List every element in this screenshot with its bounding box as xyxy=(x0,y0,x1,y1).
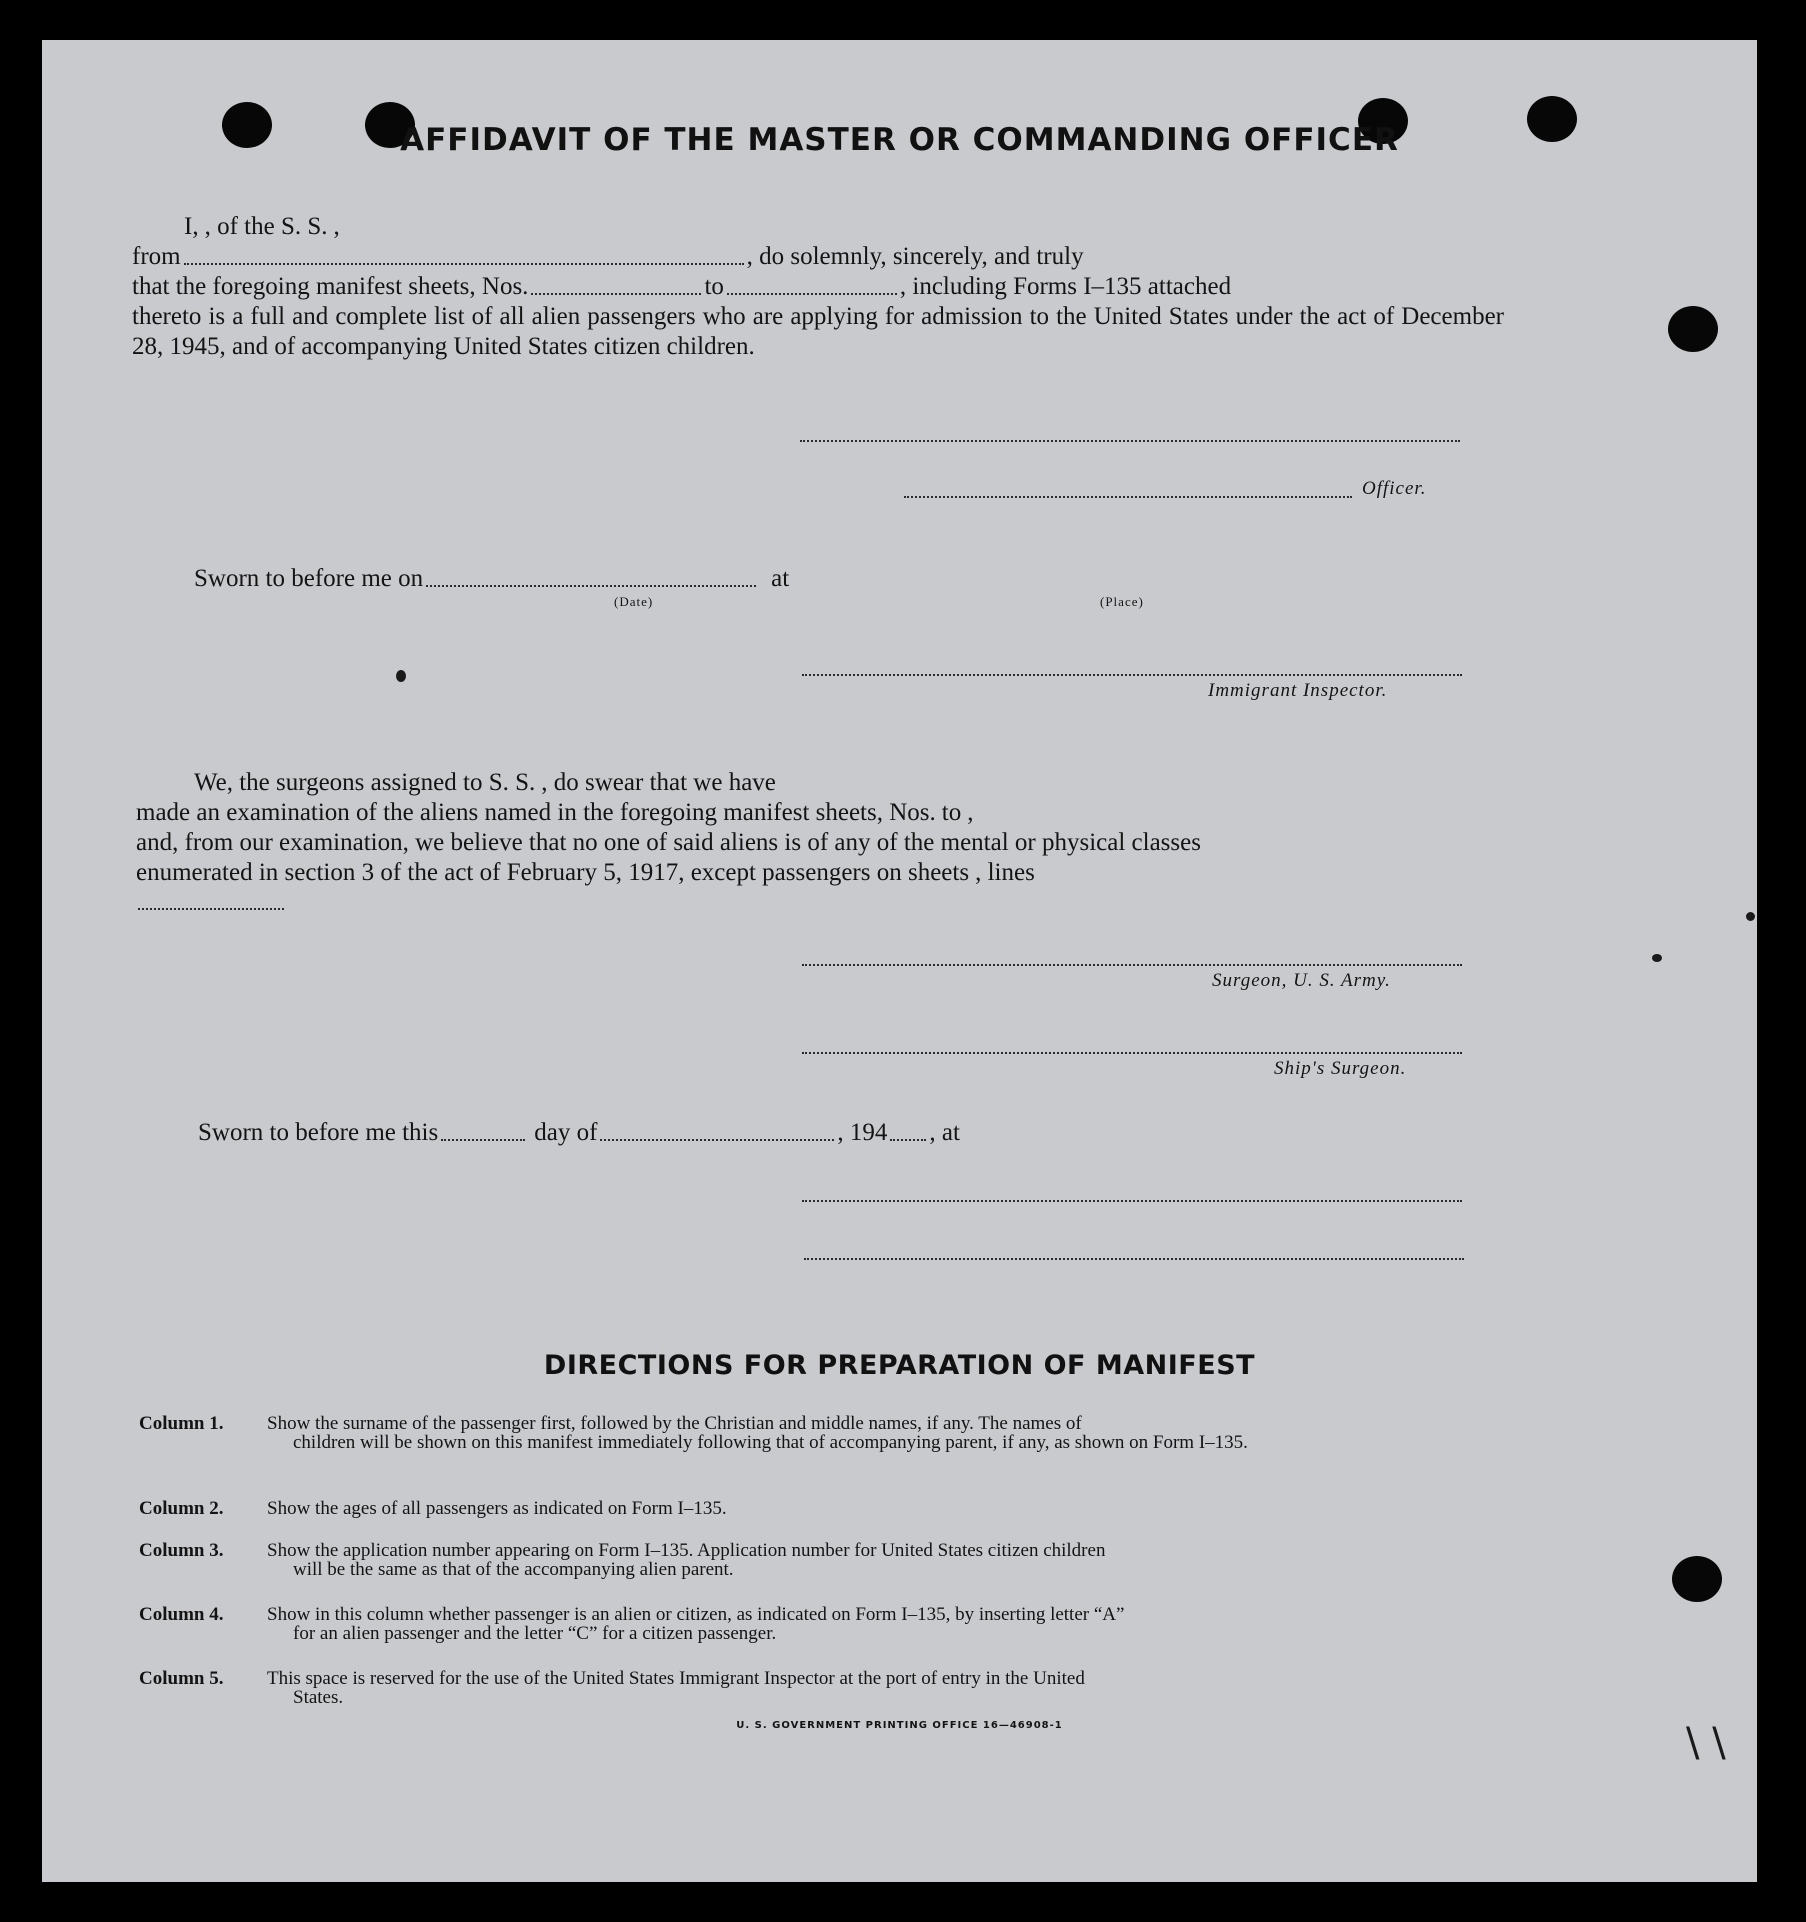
affidavit-line-2: from , do solemnly, sincerely, and truly xyxy=(132,243,1084,270)
direction-column-2: Column 2. Show the ages of all passengers as indicated on Form I–135. xyxy=(139,1498,727,1519)
punch-hole xyxy=(1668,306,1718,352)
place-caption: (Place) xyxy=(1100,594,1144,609)
officer-label: Officer. xyxy=(1362,478,1427,499)
direction-column-1: Column 1. Show the surname of the passenger first, followed by the Christian and middle names, if any. The names of children will be shown on this manifest immediately following that of accompanying parent, if any, as shown on Form I–135. xyxy=(139,1413,1248,1453)
direction-column-3: Column 3. Show the application number appearing on Form I–135. Application number for United States citizen children will be the same as that of the accompanying alien parent. xyxy=(139,1540,1106,1580)
from-port-field[interactable] xyxy=(184,263,744,265)
sworn-line-surgeons: Sworn to before me this day of , 194 , at xyxy=(198,1119,960,1146)
direction-column-5: Column 5. This space is reserved for the use of the United States Immigrant Inspector at the port of entry in the United States. xyxy=(139,1668,1085,1708)
ink-speck xyxy=(1746,912,1755,921)
margin-handwritten-mark: \ \ xyxy=(1686,1720,1726,1766)
affidavit-body: thereto is a full and complete list of all alien passengers who are applying for admission to the United States under the act of December 28, 1945, and of accompanying United States citizen children. xyxy=(132,303,1504,360)
directions-title: DIRECTIONS FOR PREPARATION OF MANIFEST xyxy=(543,1350,1256,1381)
date-caption: (Date) xyxy=(614,594,654,609)
army-surgeon-signature-line[interactable] xyxy=(802,964,1462,966)
sheet-to-field[interactable] xyxy=(727,293,897,295)
officer-signature-line-1[interactable] xyxy=(800,440,1460,442)
ink-speck xyxy=(396,670,406,682)
punch-hole xyxy=(1672,1556,1722,1602)
lines-field[interactable] xyxy=(138,908,284,910)
surgeons-line-3: and, from our examination, we believe that no one of said aliens is of any of the mental or physical classes xyxy=(136,829,1201,856)
surgeons-officer-signature-line-1[interactable] xyxy=(802,1200,1462,1202)
sworn-year-field[interactable] xyxy=(890,1139,926,1141)
sheet-from-field[interactable] xyxy=(531,293,701,295)
sworn-month-field[interactable] xyxy=(600,1139,834,1141)
ship-surgeon-label: Ship's Surgeon. xyxy=(1274,1058,1407,1079)
form-sheet xyxy=(42,40,1757,1882)
inspector-label: Immigrant Inspector. xyxy=(1208,680,1388,701)
army-surgeon-label: Surgeon, U. S. Army. xyxy=(1212,970,1391,991)
officer-signature-line-2[interactable] xyxy=(904,496,1352,498)
affidavit-title: AFFIDAVIT OF THE MASTER OR COMMANDING OFFICER xyxy=(400,122,1399,158)
direction-column-4: Column 4. Show in this column whether passenger is an alien or citizen, as indicated on Form I–135, by inserting letter “A” for an alien passenger and the letter “C” for a citizen passenger. xyxy=(139,1604,1125,1644)
sworn-date-field[interactable] xyxy=(426,585,756,587)
sworn-line-master: Sworn to before me on at xyxy=(194,565,790,592)
sworn-day-field[interactable] xyxy=(441,1139,525,1141)
ink-speck xyxy=(1652,954,1662,962)
surgeons-line-1: We, the surgeons assigned to S. S. , do swear that we have xyxy=(194,769,776,796)
surgeons-officer-signature-line-2[interactable] xyxy=(804,1258,1464,1260)
surgeons-line-4: enumerated in section 3 of the act of February 5, 1917, except passengers on sheets , lines xyxy=(136,859,1035,886)
affidavit-line-1: I, , of the S. S. , xyxy=(184,213,340,240)
inspector-signature-line[interactable] xyxy=(802,674,1462,676)
surgeons-line-2: made an examination of the aliens named in the foregoing manifest sheets, Nos. to , xyxy=(136,799,974,826)
affidavit-line-3: that the foregoing manifest sheets, Nos. to , including Forms I–135 attached xyxy=(132,273,1232,300)
ship-surgeon-signature-line[interactable] xyxy=(802,1052,1462,1054)
printing-office-footer: U. S. GOVERNMENT PRINTING OFFICE 16—46908-1 xyxy=(736,1720,1063,1731)
